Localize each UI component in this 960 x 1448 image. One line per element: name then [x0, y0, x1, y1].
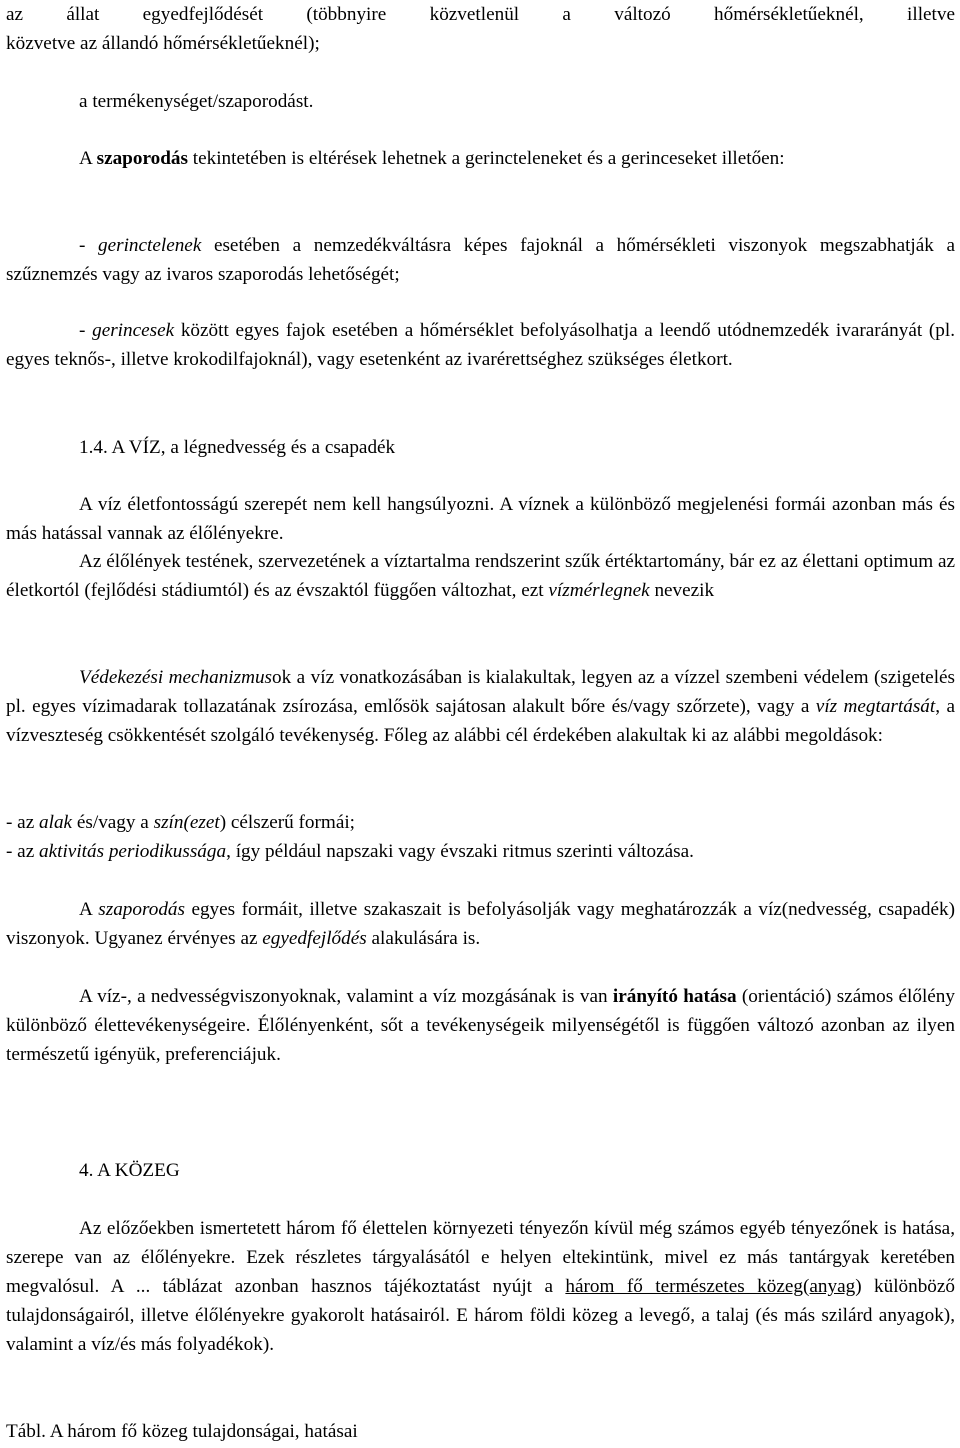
text-run: A víz-, a nedvességviszonyoknak, valamint a víz mozgásának is van — [79, 986, 613, 1007]
section-heading-water: 1.4. A VÍZ, a légnedvesség és a csapadék — [79, 437, 396, 458]
paragraph-medium — [6, 1214, 955, 1359]
text-run: egyes formáit, illetve szakaszait is befolyásolják vagy meghatározzák a víz(nedvesség, csapadék) viszonyok. Ugyanez érvényes az — [6, 899, 955, 949]
text-run: ok a víz vonatkozásában is kialakultak, legyen az a vízzel szembeni védelem (szigetelés pl. egyes vízimadarak tollazatának zsírozása, emlősök sajátosan alakult bőre és/vagy szőrzete), vagy a — [6, 667, 956, 717]
underlined-term: három fő természetes közeg(anyag — [565, 1276, 856, 1297]
text-run: Az élőlények testének, szervezetének a víztartalma rendszerint szűk értéktartomány, bár ez az élettani optimum az életkortól (fejlődési stádiumtól) és az évszaktól függően változhat, ezt — [6, 551, 955, 601]
text-run: - az — [6, 841, 40, 862]
text-run: - — [79, 235, 98, 256]
text-run: tekintetében is eltérések lehetnek a gerincteleneket és a gerinceseket illetően: — [187, 148, 785, 169]
paragraph-fertility — [6, 87, 955, 116]
paragraph-orientation — [6, 982, 955, 1069]
caption-text: Tábl. A három fő közeg tulajdonságai, hatásai — [6, 1421, 358, 1442]
bold-term: irányító hatása — [612, 986, 737, 1007]
italic-term: Védekezési mechanizmus — [79, 667, 273, 688]
italic-term: szín(ezet — [153, 812, 220, 833]
italic-term: gerinctelenek — [98, 235, 202, 256]
italic-term: víz megtartását — [815, 696, 936, 717]
text-run: (orientáció) számos élőlény különböző élettevékenységeire. Élőlényenként, sőt a tevékenységeik milyenségétől is függően változó azonban az ilyen természetű igényük, preferenciájuk. — [6, 986, 955, 1065]
text-run: - — [79, 320, 93, 341]
paragraph-defense-mechanisms — [6, 663, 955, 750]
paragraph-water-balance — [6, 547, 955, 605]
paragraph-invertebrates — [6, 231, 955, 289]
text-run: esetében a nemzedékváltásra képes fajoknál a hőmérsékleti viszonyok megszabhatják a szűznemzés vagy az ivaros szaporodás lehetőségét; — [6, 235, 955, 285]
paragraph-line: az állat egyedfejlődését (többnyire közvetlenül a változó hőmérsékletűeknél, illetve — [6, 4, 955, 25]
text-run: alakulására is. — [366, 928, 481, 949]
bold-term: szaporodás — [96, 148, 188, 169]
italic-term: egyedfejlődés — [262, 928, 367, 949]
italic-term: szaporodás — [98, 899, 185, 920]
list-item-shape-color — [6, 808, 955, 837]
text-run: A — [79, 148, 97, 169]
text-run: ) célszerű formái; — [219, 812, 356, 833]
paragraph-line: közvetve az állandó hőmérsékletűeknél); — [6, 33, 320, 54]
text-run: nevezik — [649, 580, 715, 601]
text-run: , a vízveszteség csökkentését szolgáló tevékenység. Főleg az alábbi cél érdekében alakultak ki az alábbi megoldások: — [6, 696, 955, 746]
paragraph-animal-development-cont — [6, 29, 955, 58]
paragraph-reproduction — [6, 144, 955, 173]
text-run: ) különböző tulajdonságairól, illetve élőlényekre gyakorolt hatásairól. E három földi közeg a levegő, a talaj (és más szilárd anyagok), valamint a víz/és más folyadékok). — [6, 1276, 956, 1355]
paragraph-text: A víz életfontosságú szerepét nem kell hangsúlyozni. A víznek a különböző megjelenési formái azonban más és más hatással vannak az élőlényekre. — [6, 494, 955, 544]
italic-term: alak — [39, 812, 73, 833]
paragraph-vertebrates — [6, 316, 955, 374]
text-run: A — [79, 899, 99, 920]
italic-term: gerincesek — [92, 320, 175, 341]
section-heading-medium: 4. A KÖZEG — [79, 1160, 180, 1181]
text-run: és/vagy a — [72, 812, 154, 833]
paragraph-water-importance — [6, 490, 955, 548]
text-run: , így például napszaki vagy évszaki ritmus szerinti változása. — [226, 841, 694, 862]
paragraph-animal-development — [6, 0, 955, 29]
text-run: között egyes fajok esetében a hőmérséklet befolyásolhatja a leendő utódnemzedék ivararányát (pl. egyes teknős-, illetve krokodilfajoknál), vagy esetenként az ivarérettséghez szükséges életkort. — [6, 320, 956, 370]
table-caption — [6, 1417, 955, 1446]
italic-term: vízmérlegnek — [548, 580, 650, 601]
list-item-activity — [6, 837, 955, 866]
paragraph-reproduction-water — [6, 895, 955, 953]
italic-term: aktivitás periodikussága — [39, 841, 227, 862]
text-run: Az előzőekben ismertetett három fő élettelen környezeti tényezőn kívül még számos egyéb tényezőnek is hatása, szerepe van az élőlényekre. Ezek részletes tárgyalásától e helyen eltekintünk, mivel ez más tantárgyak keretében megvalósul. A ... táblázat azonban hasznos tájékoztatást nyújt a — [6, 1218, 955, 1297]
paragraph-text: a termékenységet/szaporodást. — [79, 91, 314, 112]
text-run: - az — [6, 812, 40, 833]
